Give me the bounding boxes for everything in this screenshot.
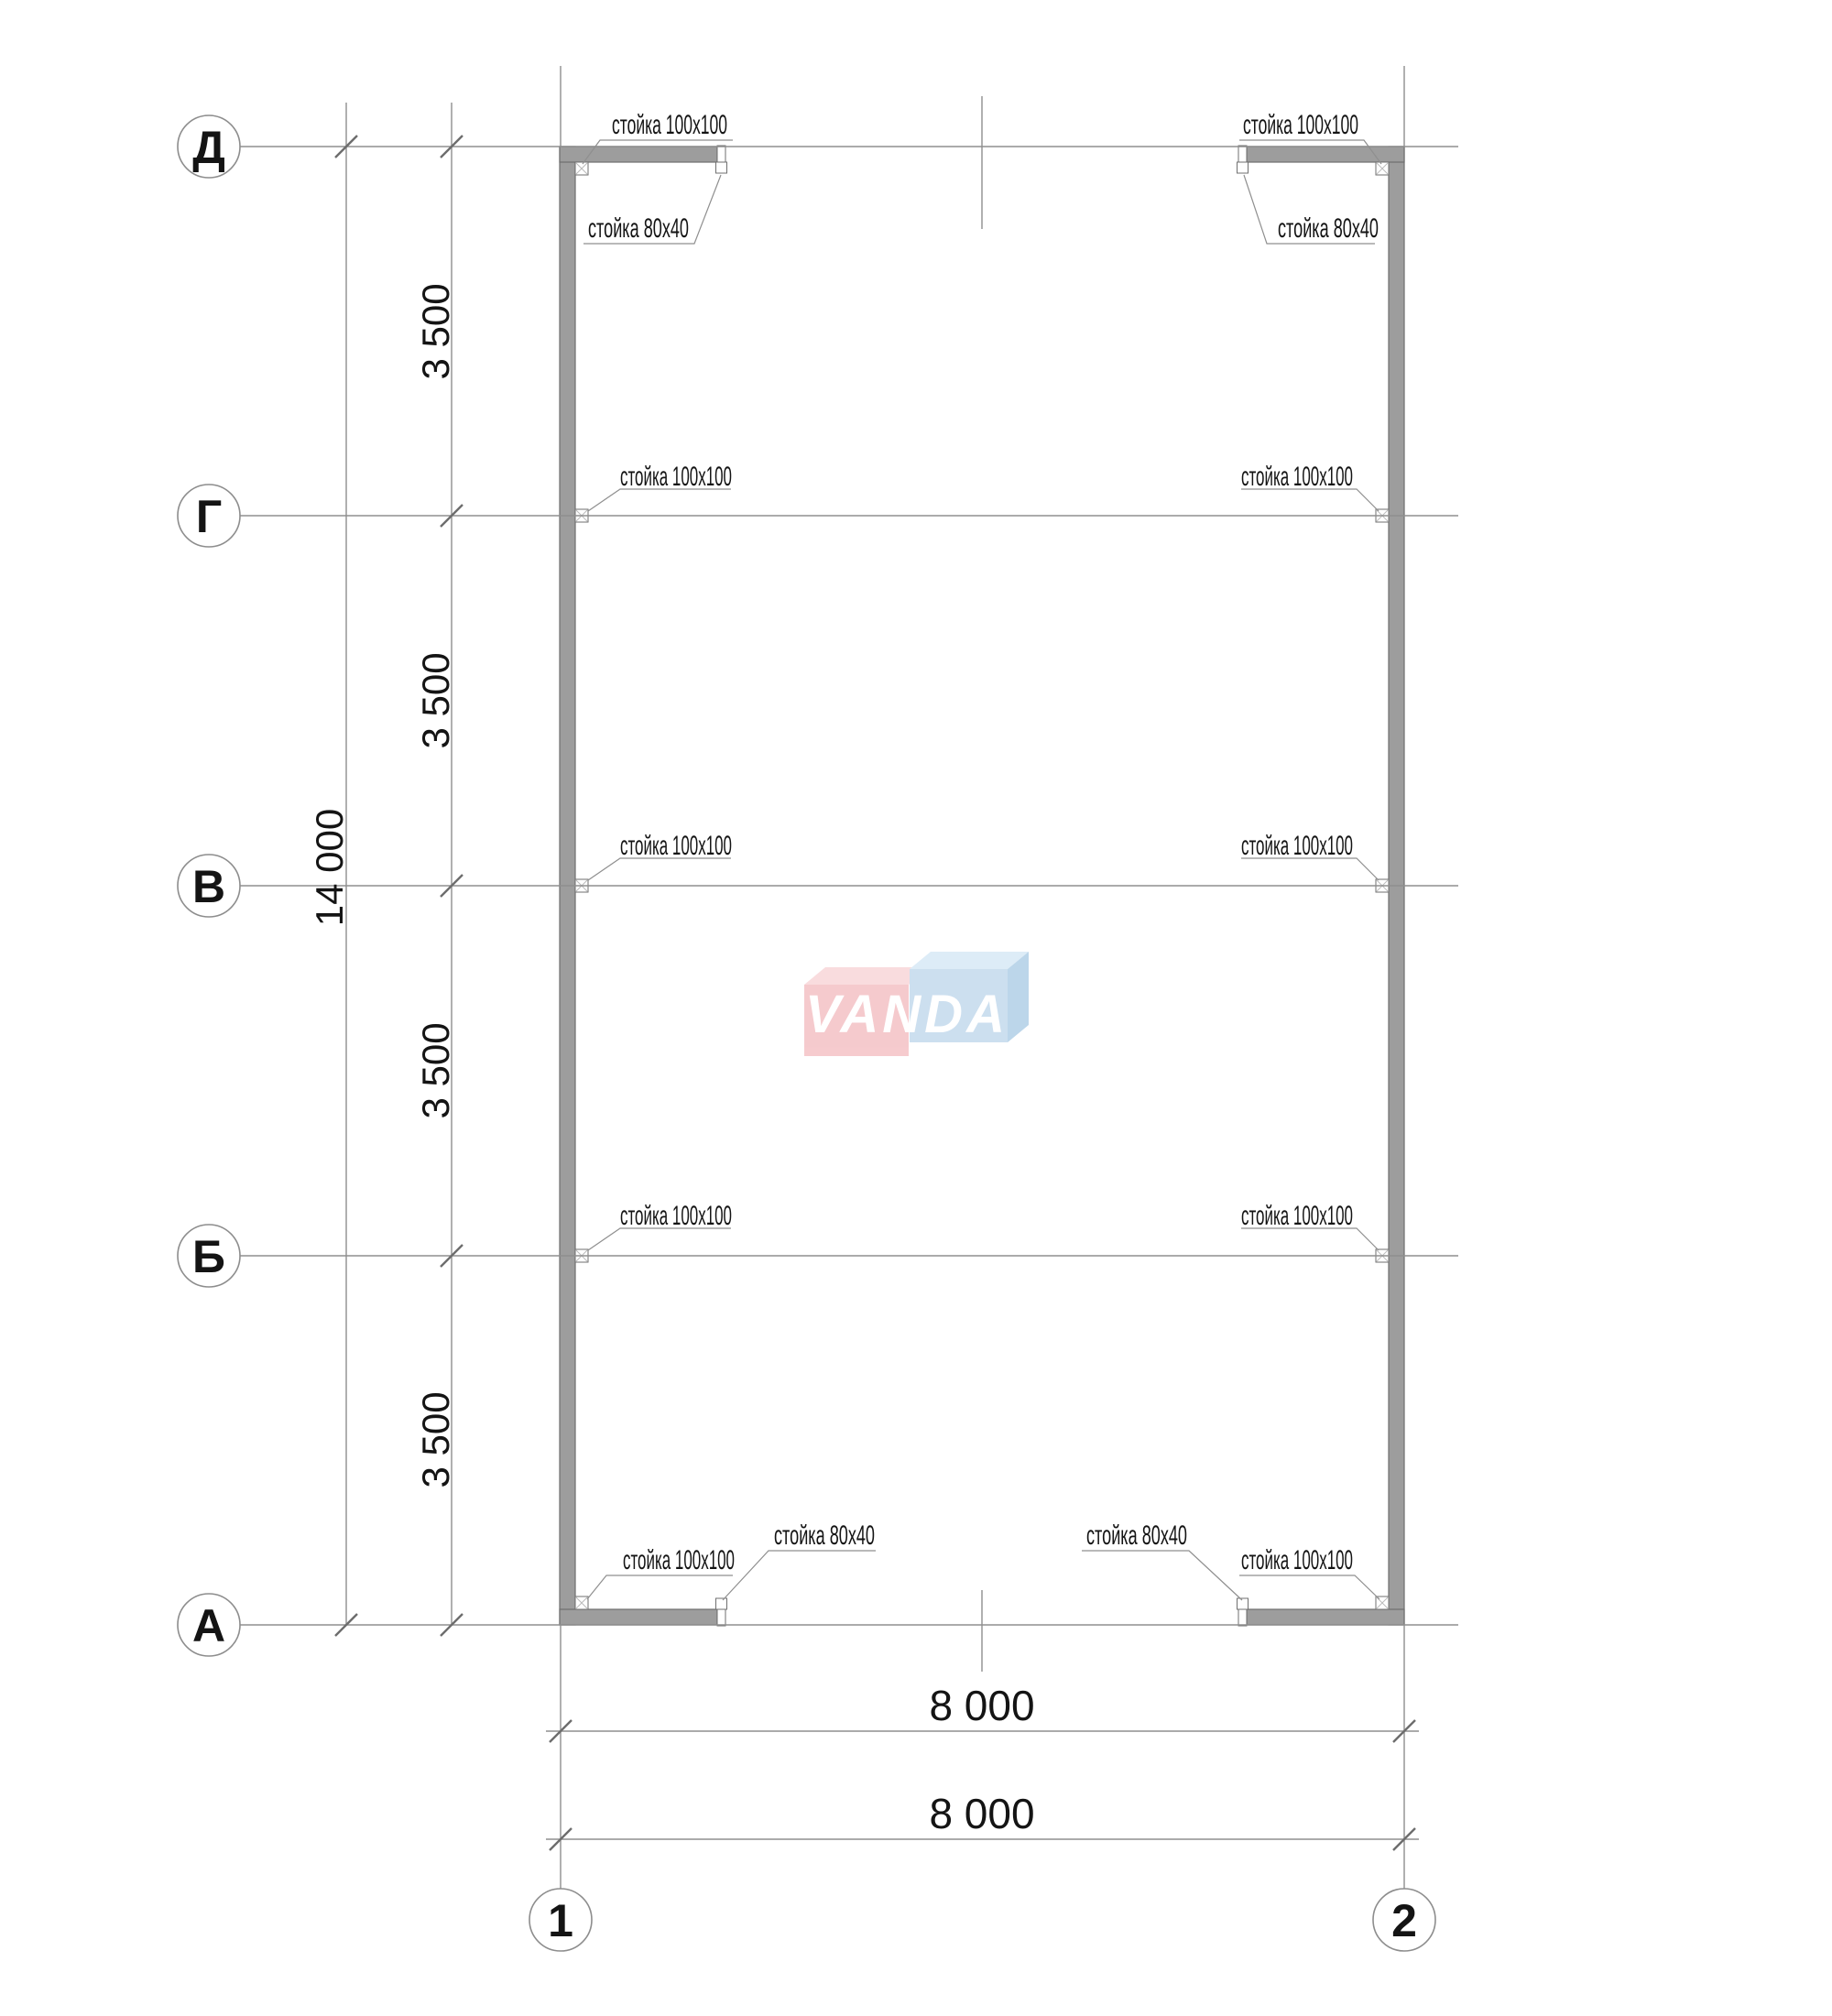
annotation-label: стойка 100x100 xyxy=(623,1545,735,1575)
dim-segment-3: 3 500 xyxy=(414,1022,457,1119)
annotation-label: стойка 100x100 xyxy=(620,1201,732,1231)
annotation-mid-left-v xyxy=(588,831,732,880)
annotation-mid-left-g xyxy=(588,462,732,511)
annotation-mid-left-b xyxy=(588,1201,732,1250)
dim-width-upper: 8 000 xyxy=(929,1682,1035,1729)
wall-bottom-right-segment xyxy=(1247,1609,1404,1625)
annotation-mid-right-g xyxy=(1241,462,1379,511)
axis-label: Г xyxy=(195,491,223,542)
post-80x40-bottom-right xyxy=(1238,1598,1249,1626)
post-100-bottom-left xyxy=(575,1596,588,1609)
dim-segment-4: 3 500 xyxy=(414,1391,457,1488)
axis-bubble-2 xyxy=(1373,1889,1435,1951)
dim-segment-2: 3 500 xyxy=(414,652,457,749)
annotation-label: стойка 100x100 xyxy=(1243,110,1358,140)
annotation-label: стойка 80x40 xyxy=(588,213,689,244)
axis-bubble-g xyxy=(178,485,240,547)
post-100-bottom-right xyxy=(1376,1596,1389,1609)
post-100-top-right xyxy=(1376,162,1389,175)
annotation-top-right-80 xyxy=(1244,175,1379,244)
axis-bubble-v xyxy=(178,855,240,917)
watermark-text: VANDA xyxy=(805,985,1009,1044)
axis-label: 1 xyxy=(548,1895,573,1946)
annotation-label: стойка 100x100 xyxy=(1241,1545,1353,1575)
axis-label: Д xyxy=(192,122,225,173)
axis-label: А xyxy=(191,1600,226,1651)
annotation-mid-right-b xyxy=(1241,1201,1379,1250)
annotation-bottom-left-80 xyxy=(723,1520,876,1600)
axis-bubble-1 xyxy=(529,1889,592,1951)
wall-top-left-segment xyxy=(560,147,717,162)
post-100-top-left xyxy=(575,162,588,175)
annotation-label: стойка 80x40 xyxy=(1086,1520,1187,1551)
annotation-label: стойка 100x100 xyxy=(1241,462,1353,492)
axis-label: 2 xyxy=(1391,1895,1417,1946)
axis-label: Б xyxy=(192,1231,225,1282)
watermark-logo xyxy=(804,952,1029,1056)
annotation-mid-right-v xyxy=(1241,831,1379,880)
wall-bottom-left-segment xyxy=(560,1609,717,1625)
annotation-label: стойка 80x40 xyxy=(774,1520,875,1551)
annotation-top-left-80 xyxy=(583,175,721,244)
annotation-bottom-right-100 xyxy=(1239,1545,1379,1599)
axis-bubble-d xyxy=(178,115,240,178)
annotation-bottom-left-100 xyxy=(587,1545,735,1599)
col-axis-bubbles xyxy=(529,1889,1435,1951)
annotations xyxy=(583,110,1381,1600)
axis-bubble-b xyxy=(178,1225,240,1287)
dim-width-lower: 8 000 xyxy=(929,1790,1035,1837)
vertical-dimensions xyxy=(308,103,463,1636)
annotation-label: стойка 100x100 xyxy=(620,462,732,492)
dim-segment-1: 3 500 xyxy=(414,283,457,380)
wall-top-right-segment xyxy=(1247,147,1404,162)
horizontal-dimensions xyxy=(546,1682,1419,1850)
axis-bubble-a xyxy=(178,1594,240,1656)
post-80x40-top-right xyxy=(1238,146,1249,173)
axis-label: В xyxy=(191,861,226,912)
annotation-label: стойка 100x100 xyxy=(1241,831,1353,861)
annotation-label: стойка 100x100 xyxy=(612,110,727,140)
row-axis-bubbles xyxy=(178,115,240,1656)
dim-total-height: 14 000 xyxy=(308,808,351,927)
annotation-label: стойка 80x40 xyxy=(1278,213,1379,244)
annotation-label: стойка 100x100 xyxy=(1241,1201,1353,1231)
post-80x40-bottom-left xyxy=(716,1598,727,1626)
annotation-label: стойка 100x100 xyxy=(620,831,732,861)
post-80x40-top-left xyxy=(716,146,727,173)
annotation-bottom-right-80 xyxy=(1082,1520,1242,1600)
